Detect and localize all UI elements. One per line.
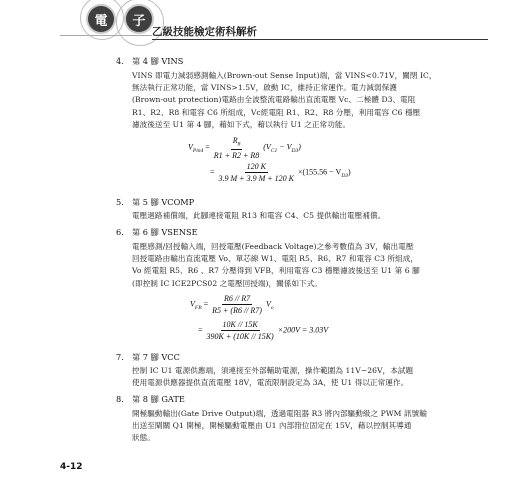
header-badge-electric: 電: [88, 6, 114, 32]
fraction: $\frac{R6 // R7}{R5 + (R6 // R7)}$: [212, 294, 262, 315]
equation-vfb: $V_{FB}$ = $\frac{R6 // R7}{R5 + (R6 // R7)}$ $V_o$: [190, 294, 274, 315]
header-divider: [152, 39, 488, 40]
equation-vfb-numeric: = $\frac{10K // 15K}{390K + (10K // 15K)}$ ×200V = 3.03V: [198, 320, 329, 341]
fraction: $\frac{10K // 15K}{390K + (10K // 15K)}$: [206, 320, 274, 341]
header-title: 乙級技能檢定術科解析: [152, 26, 257, 38]
equation-vpin4-numeric: = $\frac{120 K}{3.9 M + 3.9 M + 120 K}$ $\times(155.56 - V_{D3})$: [210, 162, 351, 183]
section-body-8: 開極驅動輸出(Gate Drive Output)端，透過電阻器 R3 將內部驅動級之 PWM 訊號輸 出送至閘關 Q1 開極，開極驅動電壓由 U1 內部箝位固定在 15V，藉以控制其導通 狀態。: [132, 409, 427, 443]
page-header: [60, 2, 500, 40]
section-body-5: 電壓迴路補償端，此腳連接電阻 R13 和電容 C4、C5 提供輸出電壓補償。: [132, 211, 386, 220]
fraction: $\frac{120 K}{3.9 M + 3.9 M + 120 K}$: [218, 162, 294, 183]
section-title-4: 4. 第 4 腳 VINS: [116, 56, 184, 66]
section-title-6: 6. 第 6 腳 VSENSE: [116, 227, 198, 237]
fraction: $\frac{R_8}{R1 + R2 + R8}$: [213, 136, 260, 160]
section-title-5: 5. 第 5 腳 VCOMP: [116, 197, 195, 207]
section-title-7: 7. 第 7 腳 VCC: [116, 352, 180, 362]
header-divider-left: [60, 35, 152, 36]
equation-vpin4: $V_{Pin4}$ = $\frac{R_8}{R1 + R2 + R8}$ $(V_{C1} - V_{D3})$: [188, 136, 301, 160]
section-title-8: 8. 第 8 腳 GATE: [116, 394, 185, 404]
section-body-4: VINS 即電力減弱感測輸入(Brown-out Sense Input)端，當 VINS<0.71V，關閉 IC， 無法執行正常功能，當 VINS>1.5V，啟動 IC，維持正常運作。電力減弱保護 (Brown-out protection)電路由全波整流電路輸出直流電壓 Vc、二極體 D3、電阻 R1、R2、R8 和電容 C6 所組成，Vc經電阻 R1、R2、R8 分壓，利用電容 C6 穩壓 濾波後送至 U1 第 4 腳，藉如下式，藉以執行 U1 之正常功能。: [132, 71, 437, 129]
section-body-6: 電壓感測/回授輸入端，回授電壓(Feedback Voltage)之參考數值為 3V，輸出電壓 回授電路由輸出直流電壓 Vo、單芯線 W1、電阻 R5、R6、R7 和電容 C3 所組成， Vo 經電阻 R5、R6 、R7 分壓得到 VFB，利用電容 C3 穩壓濾波後送至 U1 第 6 腳 (即控制 IC ICE2PCS02 之電壓回授端)，關係如下式。: [132, 242, 420, 288]
page-number: 4-12: [60, 462, 83, 472]
header-badge-sub: 子: [126, 6, 152, 32]
section-body-7: 控制 IC U1 電源供應端，須連接至外部輔助電源，操作範圍為 11V~26V，本試題 使用電源供應器提供直流電壓 18V，電流限制設定為 3A，使 U1 得以正常運作。: [132, 366, 414, 388]
